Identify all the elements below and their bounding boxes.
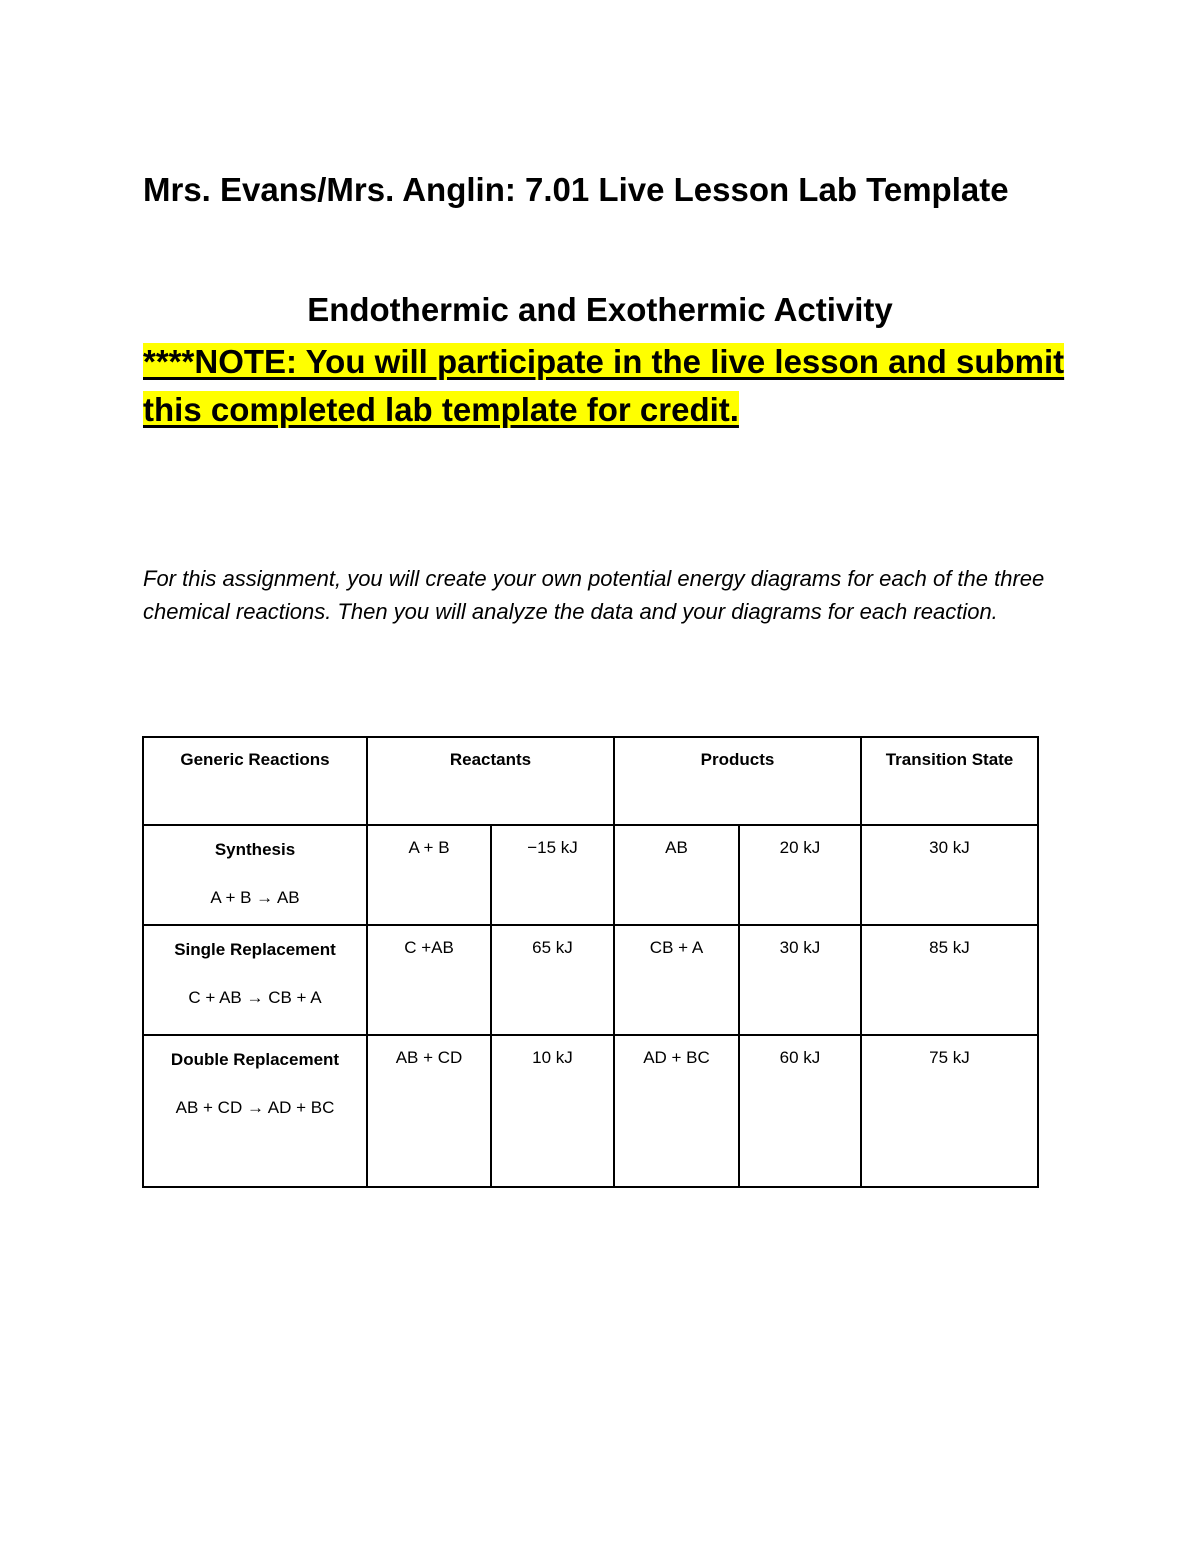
transition-energy-cell	[861, 925, 1038, 1035]
header-transition-state: Transition State	[861, 737, 1038, 825]
credit-note-text: ****NOTE: You will participate in the live lesson and submit this completed lab template for credit.	[143, 343, 1065, 428]
transition-energy-value: 75 kJ	[929, 1048, 970, 1067]
product-energy-cell	[739, 925, 861, 1035]
reaction-cell	[143, 925, 367, 1035]
reactant-energy-value: 65 kJ	[532, 938, 573, 957]
reactant-energy-value: −15 kJ	[527, 838, 578, 857]
products-cell	[614, 1035, 739, 1187]
reaction-cell	[143, 825, 367, 925]
reactants-value: AB + CD	[395, 1048, 463, 1067]
reaction-name: Single Replacement	[174, 940, 336, 959]
product-energy-cell	[739, 825, 861, 925]
reactant-energy-cell	[491, 825, 614, 925]
transition-energy-cell	[861, 1035, 1038, 1187]
transition-energy-value: 30 kJ	[929, 838, 970, 857]
reaction-equation: A + B → AB	[210, 888, 300, 907]
products-value: CB + A	[649, 938, 704, 957]
reaction-cell	[143, 1035, 367, 1187]
reactants-cell	[367, 825, 491, 925]
reactants-value: C +AB	[404, 938, 454, 957]
reactant-energy-cell	[491, 925, 614, 1035]
reactants-cell	[367, 1035, 491, 1187]
reactant-energy-cell	[491, 1035, 614, 1187]
products-cell	[614, 925, 739, 1035]
product-energy-cell	[739, 1035, 861, 1187]
transition-energy-cell	[861, 825, 1038, 925]
reactant-energy-value: 10 kJ	[532, 1048, 573, 1067]
table-row-synthesis	[143, 825, 1038, 925]
credit-note	[143, 338, 1083, 434]
document-subtitle: Endothermic and Exothermic Activity	[307, 291, 893, 328]
products-value: AD + BC	[643, 1048, 710, 1067]
table-header-row	[143, 737, 1038, 825]
products-value: AB	[665, 838, 688, 857]
reactants-cell	[367, 925, 491, 1035]
reactants-value: A + B	[408, 838, 450, 857]
header-products: Products	[614, 737, 861, 825]
table-row-single-replacement	[143, 925, 1038, 1035]
reaction-name: Synthesis	[214, 840, 296, 859]
table-row-double-replacement	[143, 1035, 1038, 1187]
document-title: Mrs. Evans/Mrs. Anglin: 7.01 Live Lesson Lab Template	[143, 171, 1009, 208]
header-reactants: Reactants	[367, 737, 614, 825]
reaction-equation: C + AB → CB + A	[188, 988, 322, 1007]
header-generic-reactions: Generic Reactions	[143, 737, 367, 825]
reaction-data-table	[142, 736, 1039, 1188]
reaction-equation: AB + CD → AD + BC	[175, 1098, 335, 1117]
reaction-name: Double Replacement	[170, 1050, 340, 1069]
product-energy-value: 60 kJ	[779, 1048, 821, 1067]
product-energy-value: 20 kJ	[779, 838, 821, 857]
product-energy-value: 30 kJ	[779, 938, 821, 957]
products-cell	[614, 825, 739, 925]
transition-energy-value: 85 kJ	[929, 938, 970, 957]
assignment-instructions: For this assignment, you will create your own potential energy diagrams for each of the three chemical reactions. Then you will analyze the data and your diagrams for each reaction.	[143, 566, 1045, 624]
